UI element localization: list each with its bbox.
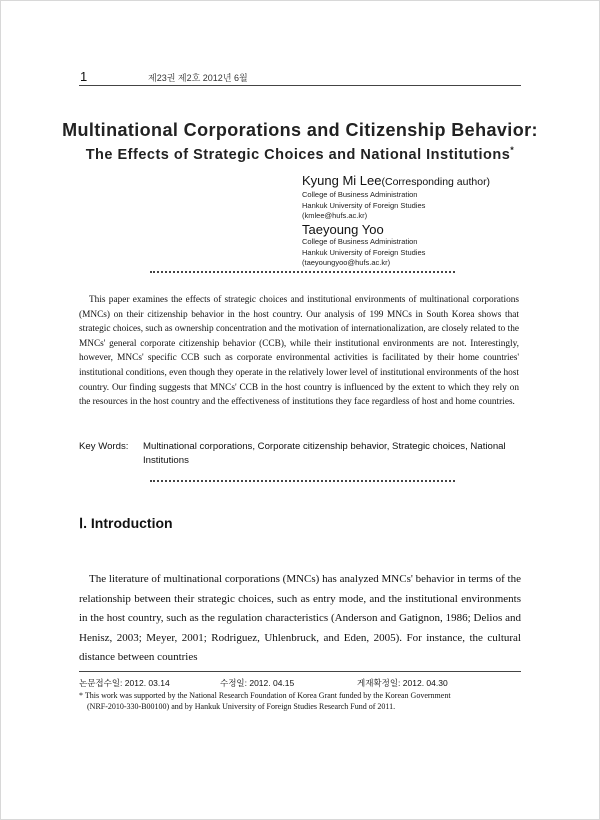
footer-rule [79,671,521,672]
author-1 [302,173,490,222]
author-1-name: Kyung Mi Lee [302,173,382,188]
section-heading: Ⅰ. Introduction [79,515,173,531]
received-date: 논문접수일: 2012. 03.14 [79,678,170,688]
funding-footnote-line-2: (NRF-2010-330-B00100) and by Hankuk University of Foreign Studies Research Fund of 2011. [87,701,396,711]
abstract: This paper examines the effects of strategic choices and institutional environments of multinational corporations (MNCs) on their citizenship behavior in the host country. Our analysis of 199 MNCs in South Korea shows that strategic choices, such as ownership concentration and the motivation of internationalization, are closely related to the MNCs' general corporate citizenship behavior (CCB), while their institutional environments are not. Interestingly, however, MNCs' specific CCB such as corporate environmental activities is facilitated by their home countries' institutional conditions, even though they operate in the relatively lower level of institutional environments of the host country. Our finding suggests that MNCs' CCB in the host country is influenced by the extent to which they rely on the resources in the host country and the effectiveness of institutions they face regardless of host and home countries. [79,295,519,408]
keywords-text: Multinational corporations, Corporate citizenship behavior, Strategic choices, National Institutions [143,441,506,466]
author-2 [302,222,425,269]
title-footnote-mark: * [510,145,515,155]
author-1-email: (kmlee@hufs.ac.kr) [302,211,368,220]
author-1-role: (Corresponding author) [381,176,491,188]
header-rule [79,85,521,86]
author-2-affiliation-1: College of Business Administration [302,237,418,246]
funding-footnote-line-1: * This work was supported by the National Research Foundation of Korea Grant funded by the Korean Government [79,691,451,700]
author-1-name-line [302,173,490,190]
author-2-email: (taeyoungyoo@hufs.ac.kr) [302,258,391,267]
author-2-affiliation-2: Hankuk University of Foreign Studies [302,247,426,257]
keywords-label: Key Words: [79,441,129,452]
revised-date: 수정일: 2012. 04.15 [220,678,295,688]
title-line-2-text: The Effects of Strategic Choices and National Institutions [85,146,511,163]
author-2-name: Taeyoung Yoo [302,222,384,237]
divider-dots-top [150,271,455,273]
journal-info: 제23권 제2호 2012년 6월 [148,73,248,83]
author-1-affiliation-2: Hankuk University of Foreign Studies [302,200,426,210]
title-line-1: Multinational Corporations and Citizenship Behavior: [62,120,538,140]
title-line-2 [40,145,560,163]
page-number: 1 [80,69,88,84]
body-paragraph: The literature of multinational corporations (MNCs) has analyzed MNCs' behavior in terms of the relationship between their strategic choices, such as entry mode, and the institutional environments in the host country, such as the regulation characteristics (Anderson and Gatignon, 1986; Delios and Henisz, 2003; Meyer, 2001; Rodriguez, Uhlenbruck, and Eden, 2005). For instance, the cultural distance between countries [79,573,521,663]
keywords [79,440,519,468]
author-1-affiliation-1: College of Business Administration [302,190,418,199]
funding-footnote [79,691,521,712]
accepted-date: 게재확정일: 2012. 04.30 [357,678,448,688]
divider-dots-bottom [150,480,455,482]
